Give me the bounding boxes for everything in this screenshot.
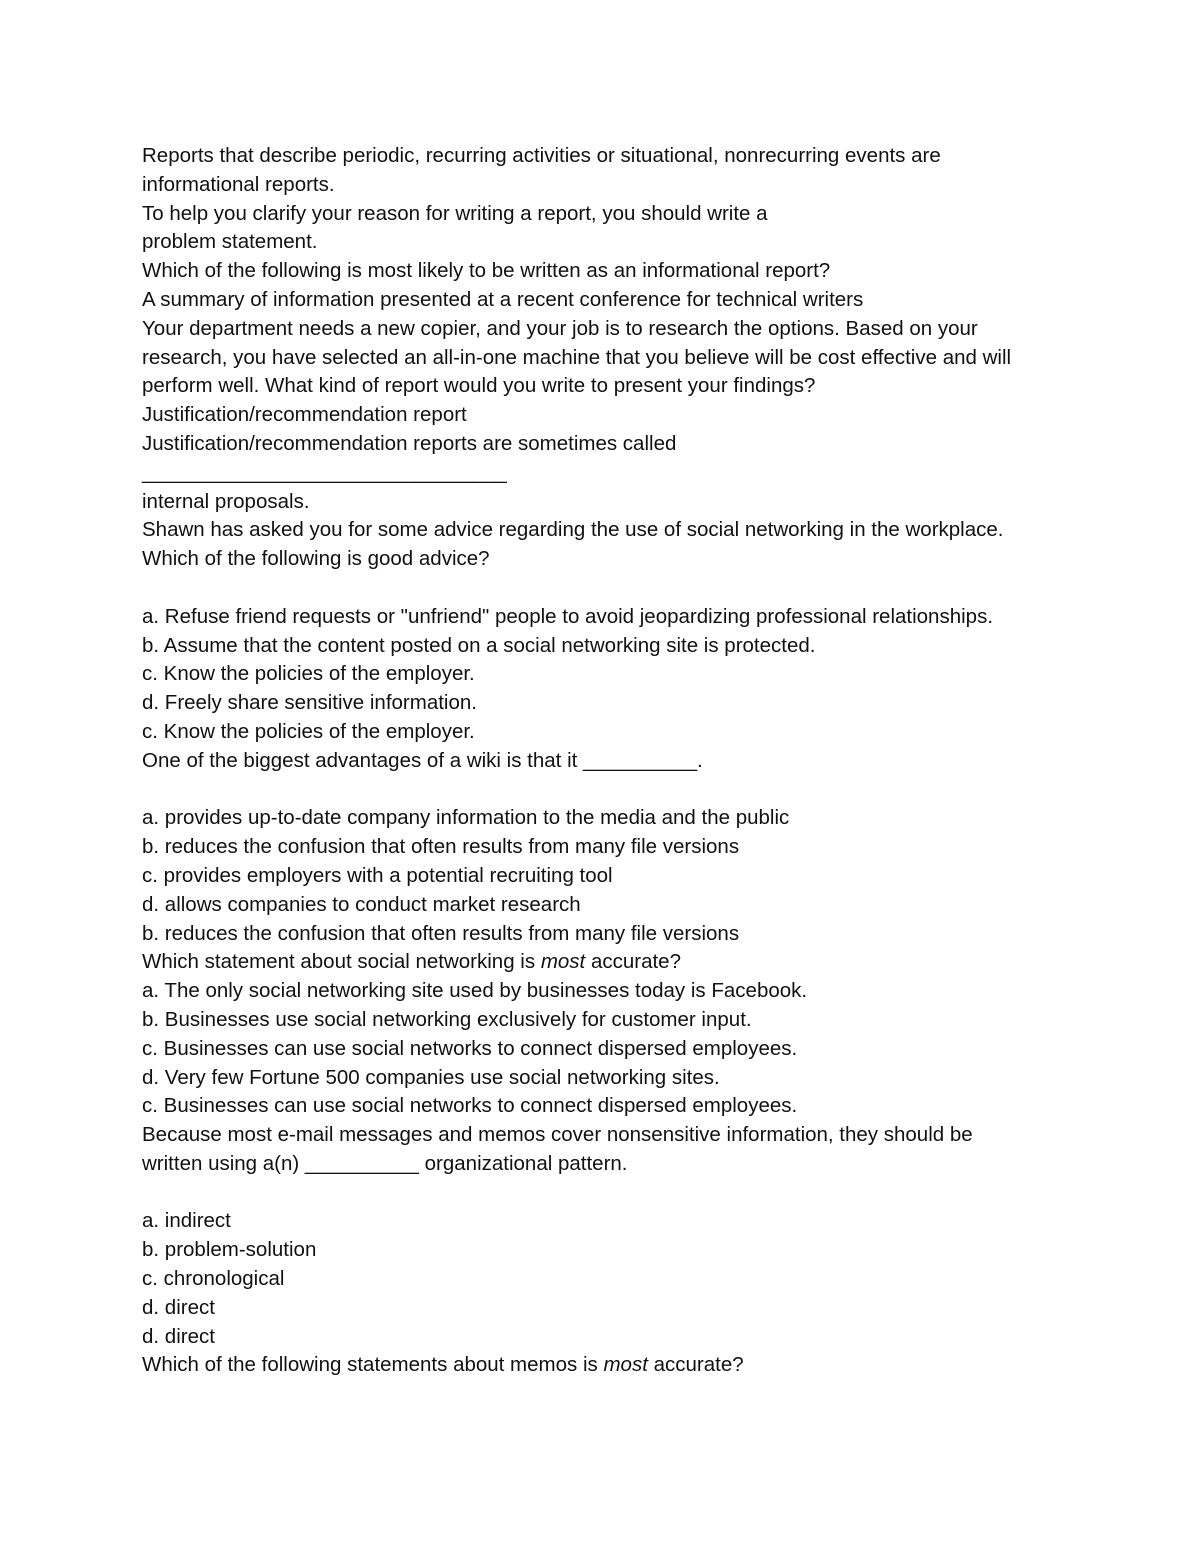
text-line: One of the biggest advantages of a wiki is that it __________. bbox=[142, 748, 703, 772]
text-line: d. Freely share sensitive information. bbox=[142, 691, 477, 715]
italic-emphasis: most bbox=[603, 1353, 648, 1377]
text-line: a. The only social networking site used by businesses today is Facebook. bbox=[142, 979, 808, 1003]
text-line: Which statement about social networking is most accurate? bbox=[142, 950, 681, 974]
text-line: c. Businesses can use social networks to connect dispersed employees. bbox=[142, 1094, 798, 1118]
blank-line bbox=[142, 1179, 1072, 1208]
text-line: d. direct bbox=[142, 1295, 215, 1319]
text-line: b. reduces the confusion that often results from many file versions bbox=[142, 835, 740, 859]
text-line: problem statement. bbox=[142, 230, 318, 254]
text-line: c. Know the policies of the employer. bbox=[142, 719, 475, 743]
text-line: a. indirect bbox=[142, 1209, 231, 1233]
text-line: internal proposals. bbox=[142, 489, 310, 513]
text-line: a. Refuse friend requests or "unfriend" people to avoid jeopardizing professional relationships. bbox=[142, 604, 994, 628]
text-line: d. allows companies to conduct market research bbox=[142, 892, 581, 916]
text-line: a. provides up-to-date company information to the media and the public bbox=[142, 806, 790, 830]
text-line: Justification/recommendation reports are sometimes called bbox=[142, 431, 677, 455]
text-line: b. Businesses use social networking exclusively for customer input. bbox=[142, 1007, 752, 1031]
text-line: b. problem-solution bbox=[142, 1238, 317, 1262]
text-line: ________________________________ bbox=[142, 460, 507, 484]
italic-emphasis: most bbox=[540, 950, 586, 974]
text-line: b. reduces the confusion that often results from many file versions bbox=[142, 921, 740, 945]
text-line: d. Very few Fortune 500 companies use social networking sites. bbox=[142, 1065, 720, 1089]
text-line: c. chronological bbox=[142, 1267, 285, 1291]
text-line: Which of the following is most likely to be written as an informational report? bbox=[142, 259, 831, 283]
blank-line bbox=[142, 776, 1072, 805]
text-line: c. Know the policies of the employer. bbox=[142, 662, 475, 686]
text-line: c. provides employers with a potential recruiting tool bbox=[142, 863, 613, 887]
text-line: research, you have selected an all-in-one machine that you believe will be cost effective and will bbox=[142, 345, 1012, 369]
text-line: d. direct bbox=[142, 1324, 215, 1348]
text-line: perform well. What kind of report would you write to present your findings? bbox=[142, 374, 816, 398]
text-line: c. Businesses can use social networks to connect dispersed employees. bbox=[142, 1036, 798, 1060]
text-line: written using a(n) __________ organizational pattern. bbox=[142, 1151, 628, 1175]
text-line: Your department needs a new copier, and your job is to research the options. Based on your bbox=[142, 316, 978, 340]
text-line: informational reports. bbox=[142, 172, 335, 196]
text-line: b. Assume that the content posted on a social networking site is protected. bbox=[142, 633, 816, 657]
text-line: Reports that describe periodic, recurring activities or situational, nonrecurring events are bbox=[142, 144, 941, 167]
text-line: Because most e-mail messages and memos cover nonsensitive information, they should be bbox=[142, 1123, 973, 1147]
text-line: Shawn has asked you for some advice regarding the use of social networking in the workplace. bbox=[142, 518, 1004, 542]
blank-line bbox=[142, 574, 1072, 603]
text-line: Which of the following is good advice? bbox=[142, 547, 490, 571]
text-line: Which of the following statements about memos is most accurate? bbox=[142, 1353, 744, 1377]
text-line: A summary of information presented at a recent conference for technical writers bbox=[142, 287, 864, 311]
text-line: Justification/recommendation report bbox=[142, 403, 467, 427]
text-line: To help you clarify your reason for writing a report, you should write a bbox=[142, 201, 768, 225]
document-body bbox=[142, 142, 1072, 1380]
